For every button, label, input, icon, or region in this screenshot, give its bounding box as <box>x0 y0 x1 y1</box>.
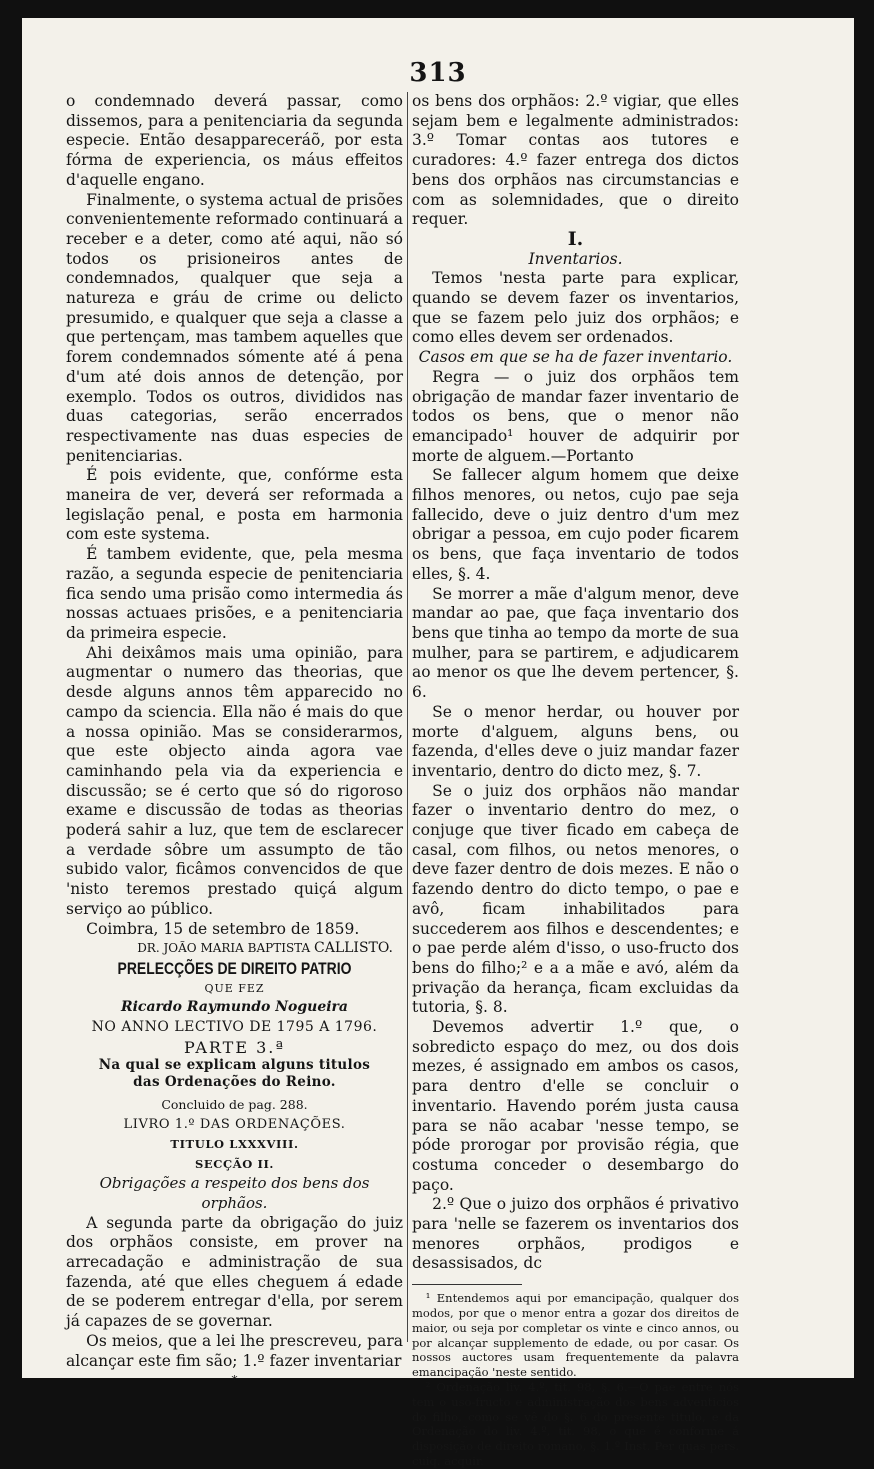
paragraph: A segunda parte da obrigação do juiz dos orphãos consiste, em prover na arrecadação e administração de sua fazenda, até que elles cheguem á edade de se poderem entregar d'ella, por serem já capazes de se governar. <box>66 1213 403 1331</box>
signature <box>66 939 403 959</box>
article-author: Ricardo Raymundo Nogueira <box>120 999 349 1016</box>
star-mark: * <box>231 1373 238 1388</box>
section-subtitle: Obrigações a respeito dos bens dos orphãos. <box>99 1174 370 1212</box>
paragraph: É pois evidente, que, confórme esta maneira de ver, deverá ser reformada a legislação penal, e posta em harmonia com este systema. <box>66 466 403 544</box>
paragraph: Se o menor herdar, ou houver por morte d'alguem, alguns bens, ou fazenda, d'elles deve o juiz mandar fazer inventario, dentro do dicto mez, §. 7. <box>412 702 739 780</box>
subheading: Casos em que se ha de fazer inventario. <box>418 348 733 367</box>
footnote: ² Ordenação liv. 4.º, tit. 98, §. 6.—O pae entre nós tem o uso-fructo e administração dos bens adventicios do filho, como se vê do §. 6 do presente titulo, e da Ordenação do liv. 4.º, tit. 98, o que é conforme á disposição de direito romano, §. 1.º Inst. Per quas pers. cuiq. acquir. <box>412 1379 739 1468</box>
footnote: ¹ Entendemos aqui por emancipação, qualquer dos modos, por que o menor entra a gozar dos direitos de maior, ou seja por completar os vinte e cinco annos, ou por alcançar supplemento de edade, ou por casar. Os nossos auctores usam frequentemente da palavra emancipação 'neste sentido. <box>412 1291 739 1380</box>
paragraph: Regra — o juiz dos orphãos tem obrigação de mandar fazer inventario de todos os bens, que o menor não emancipado¹ houver de adquirir por morte de alguem.—Portanto <box>412 367 739 465</box>
paragraph: Ahi deixâmos mais uma opinião, para augmentar o numero das theorias, que desde alguns annos têm apparecido no campo da sciencia. Ella não é mais do que a nossa opinião. Mas se considerarmos, que este objecto ainda agora vae caminhando pela via da experiencia e discussão; se é certo que só do rigoroso exame e discussão de todas as theorias poderá sahir a luz, que tem de esclarecer a verdade sôbre um assumpto de tão subido valor, ficâmos convencidos de que 'nisto teremos prestado quiçá algum serviço ao público. <box>66 643 403 918</box>
paragraph: Devemos advertir 1.º que, o sobredicto espaço do mez, ou dos dois mezes, é assignado em ambos os casos, para dentro d'elle se concluir o inventario. Havendo porém justa causa para se não acabar 'nesse tempo, se póde prorogar por provisão régia, que costuma conceder o desembargo do paço. <box>412 1018 739 1194</box>
paragraph: Temos 'nesta parte para explicar, quando se devem fazer os inventarios, que se fazem pelo juiz dos orphãos; e como elles devem ser ordenados. <box>412 269 739 347</box>
column-divider <box>407 92 408 1342</box>
concluded-note: Concluido de pag. 288. <box>161 1097 308 1113</box>
left-column <box>66 92 403 1391</box>
paragraph: Se morrer a mãe d'algum menor, deve mandar ao pae, que faça inventario dos bens que tinha ao tempo da morte de sua mulher, para se partirem, e adjudicarem ao menor os que lhe devem pertencer, §. 6. <box>412 584 739 702</box>
article-title: PRELECÇÕES DE DIREITO PATRIO <box>117 958 352 978</box>
paragraph: os bens dos orphãos: 2.º vigiar, que elles sejam bem e legalmente administrados: 3.º Tomar contas aos tutores e curadores: 4.º fazer entrega dos dictos bens dos orphãos nas circumstancias e com as solemnidades, que o direito requer. <box>412 92 739 229</box>
dateline: Coimbra, 15 de setembro de 1859. <box>86 919 360 938</box>
section-title: Inventarios. <box>528 249 623 268</box>
titulo-heading: TITULO LXXXVIII. <box>170 1136 299 1151</box>
section-number: I. <box>567 227 584 250</box>
paragraph: Se fallecer algum homem que deixe filhos menores, ou netos, cujo pae seja fallecido, deve o juiz dentro d'um mez obrigar a pessoa, em cujo poder ficarem os bens, que faça inventario de todos elles, §. 4. <box>412 466 739 583</box>
paragraph: É tambem evidente, que, pela mesma razão, a segunda especie de penitenciaria fica sendo uma prisão como intermedia ás nossas actuaes prisões, e a penitenciaria da primeira especie. <box>66 545 403 642</box>
paragraph: o condemnado deverá passar, como dissemos, para a penitenciaria da segunda especie. Então desappareceráõ, por esta fórma de experiencia, os máus effeitos d'aquelle engano. <box>66 92 403 189</box>
livro-heading: LIVRO 1.º DAS ORDENAÇÕES. <box>123 1117 346 1133</box>
scanned-page <box>22 18 854 1468</box>
article-subtitle: Na qual se explicam alguns titulos <box>98 1057 371 1074</box>
article-parte: PARTE 3.ª <box>184 1037 285 1057</box>
footnote-rule <box>412 1284 522 1285</box>
article-quefez: QUE FEZ <box>204 981 265 995</box>
paragraph: 2.º Que o juizo dos orphãos é privativo para 'nelle se fazerem os inventarios dos menores orphãos, prodigos e desassisados, dc <box>412 1195 739 1273</box>
page-number: 313 <box>409 58 467 88</box>
paragraph: Se o juiz dos orphãos não mandar fazer o inventario dentro do mez, o conjuge que tiver ficado em cabeça de casal, com filhos, ou netos menores, o deve fazer dentro de dois mezes. E não o fazendo dentro do dicto tempo, o pae e avô, ficam inhabilitados para succederem aos filhos e descendentes; e o pae perde além d'isso, o uso-fructo dos bens do filho;² e a a mãe e avó, além da privação da herança, ficam excluidas da tutoria, §. 8. <box>412 781 739 1017</box>
right-column <box>412 92 739 1469</box>
seccao-heading: SECÇÃO II. <box>194 1156 275 1171</box>
paragraph: Os meios, que a lei lhe prescreveu, para alcançar este fim são; 1.º fazer inventariar <box>66 1331 403 1370</box>
signature-prefix: DR. JOÃO MARIA BAPTISTA <box>137 941 311 956</box>
paragraph: Finalmente, o systema actual de prisões convenientemente reformado continuará a receber e a deter, como até aqui, não só todos os prisioneiros antes de condemnados, qualquer que seja a natureza e gráu de crime ou delicto presumido, e qualquer que seja a classe a que pertençam, mas tambem aquelles que forem condemnados sómente até á pena d'um até dois annos de detenção, por exemplo. Todos os outros, divididos nas duas categorias, serão encerrados respectivamente nas duas especies de penitenciarias. <box>66 190 403 465</box>
article-subtitle: das Ordenações do Reino. <box>133 1074 336 1091</box>
article-year: NO ANNO LECTIVO DE 1795 A 1796. <box>91 1019 378 1036</box>
signature-name: CALLISTO. <box>314 940 393 957</box>
